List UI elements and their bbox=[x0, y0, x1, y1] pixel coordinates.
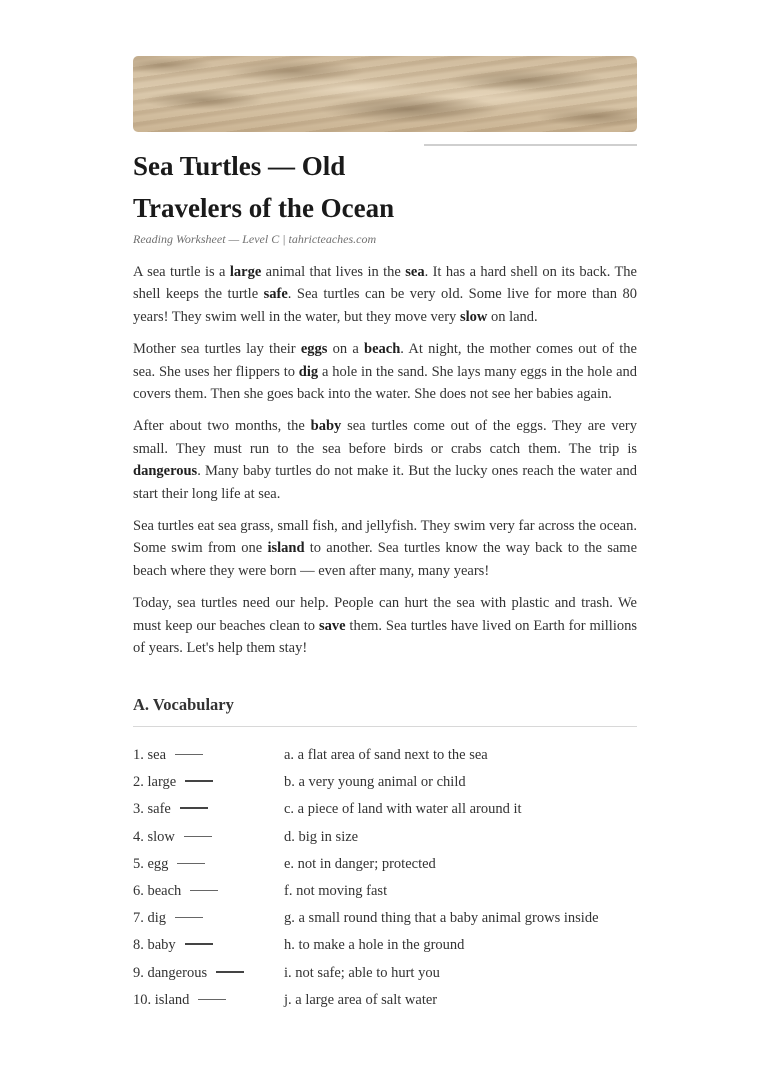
answer-blank[interactable] bbox=[175, 917, 203, 918]
page-subtitle: Reading Worksheet — Level C | tahricteaches.com bbox=[133, 232, 377, 246]
vocabulary-row bbox=[133, 798, 637, 825]
text-run: sea turtles come out of the eggs. They are very small. They must run to the sea before birds or crabs catch them. The trip is bbox=[133, 418, 637, 457]
reading-paragraph bbox=[133, 515, 637, 582]
vocabulary-definition: e. not in danger; protected bbox=[284, 855, 436, 872]
text-run: Mother sea turtles lay their bbox=[133, 341, 301, 358]
vocabulary-row bbox=[133, 853, 637, 880]
answer-blank[interactable] bbox=[190, 890, 218, 891]
keyword: safe bbox=[263, 286, 288, 303]
vocabulary-word bbox=[133, 826, 212, 848]
keyword: island bbox=[267, 540, 305, 557]
vocabulary-definition: j. a large area of salt water bbox=[284, 991, 438, 1008]
text-run: . It has a hard shell on its back. The shell keeps the turtle bbox=[133, 264, 637, 303]
text-run: A sea turtle is a bbox=[133, 264, 230, 280]
vocabulary-row bbox=[133, 771, 637, 798]
answer-blank[interactable] bbox=[198, 999, 226, 1000]
vocabulary-definition: a. a flat area of sand next to the sea bbox=[284, 747, 488, 763]
text-run: on land. bbox=[487, 308, 538, 325]
keyword: large bbox=[229, 264, 262, 280]
answer-blank[interactable] bbox=[175, 754, 203, 755]
vocabulary-word-text: 9. dangerous bbox=[133, 964, 208, 981]
vocabulary-word bbox=[133, 934, 213, 956]
text-run: Today, sea turtles need our help. People can hurt the sea with plastic and trash. We must keep our beaches clean to bbox=[133, 595, 637, 634]
vocabulary-word-text: 4. slow bbox=[133, 828, 175, 845]
keyword: eggs bbox=[300, 341, 328, 358]
text-run: to another. Sea turtles know the way back to the same beach where they were born — even after many, many years! bbox=[133, 540, 638, 579]
vocabulary-word bbox=[133, 744, 203, 766]
vocabulary-word-text: 2. large bbox=[133, 774, 177, 791]
vocabulary-word bbox=[133, 907, 203, 929]
vocabulary-definition: h. to make a hole in the ground bbox=[284, 937, 465, 954]
keyword: dig bbox=[298, 363, 319, 380]
vocabulary-divider bbox=[133, 726, 637, 727]
text-run: . Sea turtles can be very old. Some live for more than 80 years! They swim well in the water, but they move very bbox=[133, 286, 637, 325]
vocabulary-row bbox=[133, 826, 637, 853]
keyword: baby bbox=[310, 418, 342, 435]
vocabulary-row bbox=[133, 907, 637, 934]
vocabulary-row bbox=[133, 880, 637, 907]
vocabulary-word bbox=[133, 771, 213, 793]
vocabulary-word-text: 3. safe bbox=[133, 801, 171, 818]
vocabulary-definition: c. a piece of land with water all around it bbox=[284, 801, 522, 818]
vocabulary-definition: i. not safe; able to hurt you bbox=[284, 964, 440, 981]
keyword: save bbox=[318, 617, 346, 634]
answer-blank[interactable] bbox=[180, 807, 208, 809]
title-line-2: Travelers of the Ocean bbox=[133, 193, 395, 223]
sand-banner-image bbox=[133, 56, 637, 132]
answer-blank[interactable] bbox=[184, 836, 212, 837]
answer-blank[interactable] bbox=[185, 780, 213, 782]
reading-paragraph bbox=[133, 592, 637, 659]
text-run: a hole in the sand. She lays many eggs in the hole and covers them. Then she goes back into the water. She does not see her babies again. bbox=[133, 363, 638, 403]
keyword: slow bbox=[459, 308, 488, 325]
text-run: . At night, the mother comes out of the sea. She uses her flippers to bbox=[133, 341, 637, 380]
vocabulary-word-text: 7. dig bbox=[133, 910, 167, 927]
vocabulary-word bbox=[133, 962, 244, 984]
reading-paragraph bbox=[133, 338, 637, 405]
keyword: sea bbox=[405, 264, 425, 280]
answer-blank[interactable] bbox=[216, 971, 244, 973]
vocabulary-word-text: 5. egg bbox=[133, 855, 169, 872]
text-run: animal that lives in the bbox=[261, 264, 406, 280]
vocabulary-heading: A. Vocabulary bbox=[133, 695, 234, 714]
vocabulary-row bbox=[133, 962, 637, 989]
answer-blank[interactable] bbox=[185, 943, 213, 945]
reading-passage bbox=[133, 261, 637, 670]
vocabulary-definition: f. not moving fast bbox=[284, 882, 388, 899]
page-title bbox=[133, 145, 433, 229]
vocabulary-definition: b. a very young animal or child bbox=[284, 774, 466, 791]
vocabulary-definition: d. big in size bbox=[284, 828, 359, 845]
title-line-1: Sea Turtles — Old bbox=[133, 151, 346, 181]
reading-paragraph bbox=[133, 415, 637, 505]
vocabulary-list bbox=[133, 744, 637, 1016]
text-run: After about two months, the bbox=[133, 418, 311, 435]
text-run: Sea turtles eat sea grass, small fish, and jellyfish. They swim very far across the ocean. Some swim from one bbox=[133, 518, 637, 557]
vocabulary-word bbox=[133, 989, 226, 1011]
answer-blank[interactable] bbox=[177, 863, 205, 864]
vocabulary-word-text: 10. island bbox=[133, 991, 190, 1008]
vocabulary-word bbox=[133, 853, 205, 875]
keyword: dangerous bbox=[133, 463, 198, 480]
vocabulary-word-text: 6. beach bbox=[133, 882, 182, 899]
vocabulary-word-text: 1. sea bbox=[133, 747, 167, 763]
vocabulary-row bbox=[133, 934, 637, 961]
text-run: on a bbox=[327, 341, 365, 358]
vocabulary-definition: g. a small round thing that a baby animal grows inside bbox=[284, 910, 599, 927]
text-run: . Many baby turtles do not make it. But the lucky ones reach the water and start their long life at sea. bbox=[133, 463, 637, 502]
vocabulary-word bbox=[133, 880, 218, 902]
vocabulary-row bbox=[133, 744, 637, 771]
vocabulary-word-text: 8. baby bbox=[133, 937, 176, 954]
vocabulary-row bbox=[133, 989, 637, 1016]
title-divider bbox=[424, 144, 637, 146]
keyword: beach bbox=[364, 341, 401, 358]
reading-paragraph bbox=[133, 261, 637, 328]
text-run: them. Sea turtles have lived on Earth for millions of years. Let's help them stay! bbox=[133, 617, 637, 657]
vocabulary-word bbox=[133, 798, 208, 820]
